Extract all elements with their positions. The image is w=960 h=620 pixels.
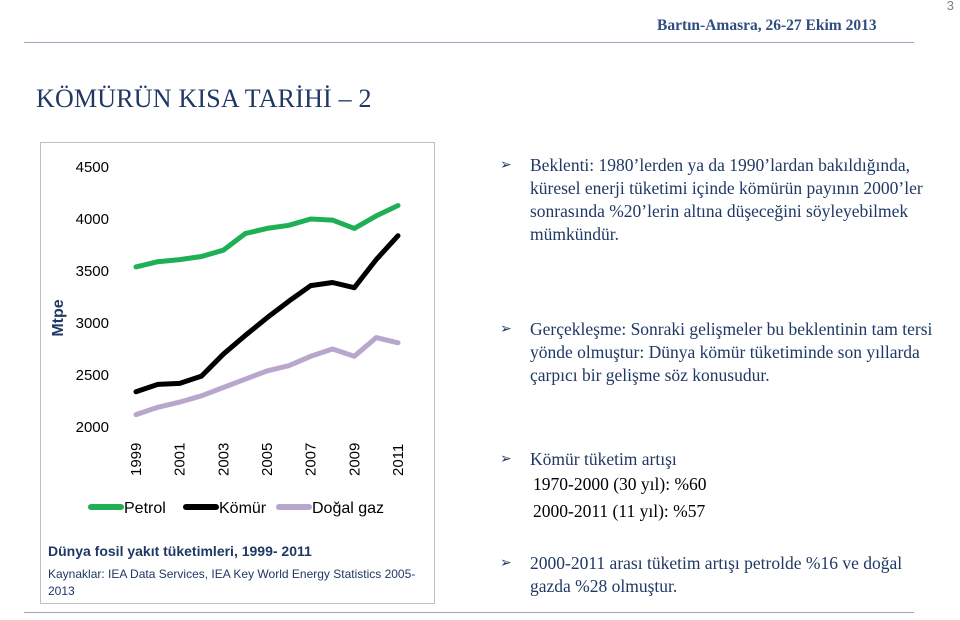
- series-line-petrol: [136, 206, 398, 267]
- x-tick-label: 2005: [259, 442, 276, 476]
- x-tick-label: 1999: [128, 442, 145, 476]
- arrow-bullet-icon: ➢: [500, 157, 512, 173]
- header-divider: [24, 42, 914, 43]
- arrow-bullet-icon: ➢: [500, 451, 512, 467]
- coal-growth-2000-2011: 2000-2011 (11 yıl): %57: [533, 501, 706, 521]
- x-tick-label: 2003: [215, 442, 233, 476]
- page-number: 3: [946, 0, 954, 13]
- series-line-do-al-gaz: [136, 338, 398, 415]
- y-tick-label: 4000: [75, 211, 109, 228]
- legend-label: Kömür: [219, 500, 267, 517]
- line-chart: [41, 143, 436, 605]
- footer-divider: [24, 612, 914, 613]
- slide-title: KÖMÜRÜN KISA TARİHİ – 2: [36, 84, 372, 113]
- arrow-bullet-icon: ➢: [500, 321, 512, 337]
- y-axis-title: Mtpe: [50, 299, 67, 337]
- chart-panel: [40, 142, 435, 604]
- bullet-text: Beklenti: 1980’lerden ya da 1990’lardan bakıldığında, küresel enerji tüketimi içinde kömürün payının 2000’ler sonrasında %20’lerin altına düşeceğini söyleyebilmek mümkündür.: [530, 155, 923, 244]
- coal-growth-1970-2000: 1970-2000 (30 yıl): %60: [533, 474, 707, 494]
- arrow-bullet-icon: ➢: [500, 555, 512, 571]
- bullet-text: 2000-2011 arası tüketim artışı petrolde %16 ve doğal gazda %28 olmuştur.: [530, 553, 903, 596]
- event-header: Bartın-Amasra, 26-27 Ekim 2013: [657, 17, 877, 34]
- x-tick-label: 2007: [302, 442, 320, 476]
- chart-caption-title: Dünya fosil yakıt tüketimleri, 1999- 2011: [48, 543, 312, 559]
- y-tick-label: 3500: [75, 263, 109, 280]
- legend-label: Petrol: [124, 500, 166, 517]
- legend-label: Doğal gaz: [312, 500, 385, 517]
- y-tick-label: 2500: [75, 367, 109, 384]
- x-tick-label: 2009: [346, 442, 364, 476]
- bullet-text: Kömür tüketim artışı: [530, 449, 677, 469]
- y-tick-label: 4500: [75, 159, 109, 176]
- y-tick-label: 3000: [75, 315, 109, 332]
- chart-caption-source: Kaynaklar: IEA Data Services, IEA Key World Energy Statistics 2005-2013: [48, 567, 416, 598]
- bullet-text: Gerçekleşme: Sonraki gelişmeler bu beklentinin tam tersi yönde olmuştur: Dünya kömür tüketiminde son yıllarda çarpıcı bir gelişme söz konusudur.: [530, 319, 933, 385]
- y-tick-label: 2000: [75, 419, 109, 436]
- x-tick-label: 2011: [390, 443, 407, 476]
- x-tick-label: 2001: [171, 442, 189, 476]
